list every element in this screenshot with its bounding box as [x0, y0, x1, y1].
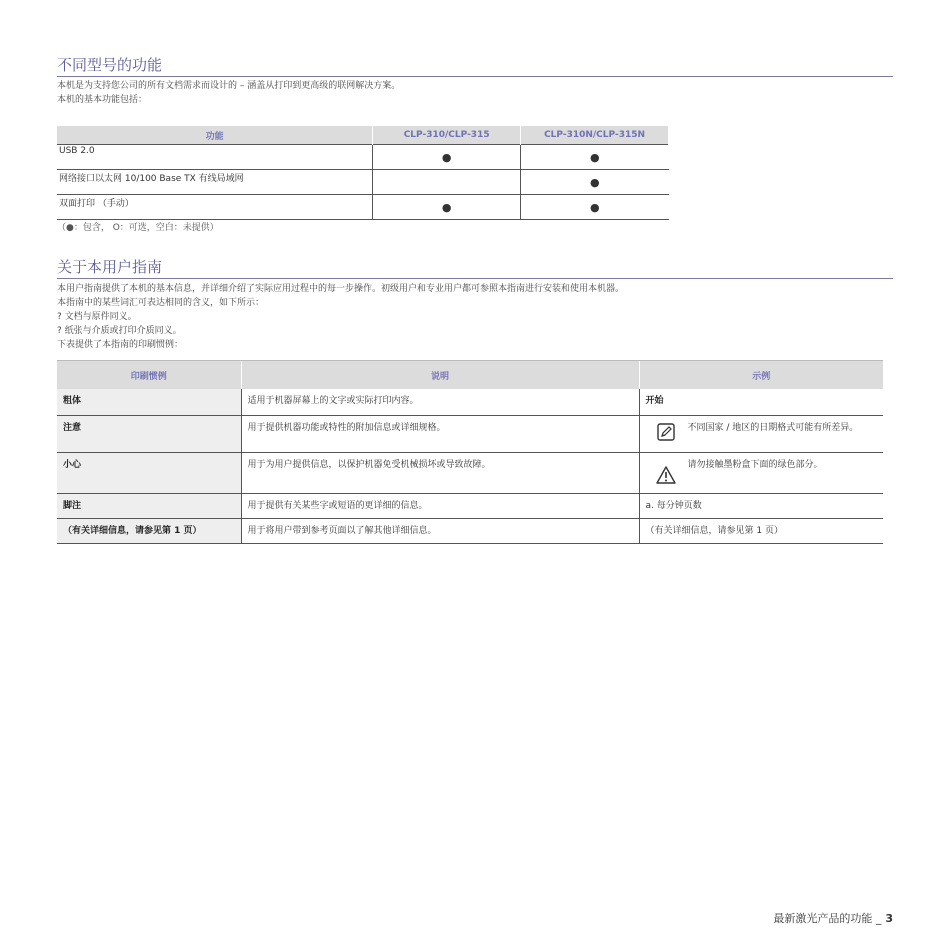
note-pencil-icon — [656, 422, 676, 442]
page-number: 3 — [885, 912, 893, 925]
table-row — [57, 519, 883, 544]
warning-icon — [656, 465, 676, 485]
table-row — [57, 494, 883, 519]
page-footer — [773, 910, 893, 926]
feature-cell: 双面打印 （手动） — [57, 195, 373, 220]
intro-line: ? 纸张与介质或打印介质同义。 — [57, 326, 182, 336]
intro-line: 下表提供了本指南的印刷惯例： — [57, 340, 184, 350]
example-text: 请勿接触墨粉盒下面的绿色部分。 — [687, 460, 823, 470]
header-model-b: CLP-310N/CLP-315N — [521, 126, 669, 145]
features-intro — [57, 79, 400, 107]
table-row — [57, 453, 883, 494]
conventions-table — [57, 360, 883, 544]
description-cell: 用于提供有关某些字或短语的更详细的信息。 — [241, 494, 639, 519]
example-cell — [639, 416, 883, 453]
convention-cell: （有关详细信息，请参见第 1 页） — [57, 519, 241, 544]
table-row — [57, 389, 883, 416]
conventions-table-header — [57, 361, 883, 390]
header-description: 说明 — [241, 361, 639, 390]
table-row — [57, 195, 669, 220]
feature-cell: USB 2.0 — [57, 145, 373, 170]
intro-line: 本用户指南提供了本机的基本信息，并详细介绍了实际应用过程中的每一步操作。初级用户和专业用户都可参照本指南进行安装和使用本机器。 — [57, 284, 625, 294]
model-a-cell: ● — [373, 195, 521, 220]
example-cell — [639, 453, 883, 494]
description-cell: 用于将用户带到参考页面以了解其他详细信息。 — [241, 519, 639, 544]
intro-line: ? 文档与原件同义。 — [57, 312, 137, 322]
intro-line: 本指南中的某些词汇可表达相同的含义，如下所示： — [57, 298, 265, 308]
example-cell: 开始 — [639, 389, 883, 416]
section-title-features: 不同型号的功能 — [57, 54, 893, 77]
features-table — [57, 126, 669, 220]
description-cell: 适用于机器屏幕上的文字或实际打印内容。 — [241, 389, 639, 416]
footer-text: 最新激光产品的功能 _ — [773, 912, 882, 925]
table-row — [57, 416, 883, 453]
model-b-cell: ● — [521, 170, 669, 195]
example-cell: a. 每分钟页数 — [639, 494, 883, 519]
intro-line: 本机是为支持您公司的所有文档需求而设计的 – 涵盖从打印到更高级的联网解决方案。 — [57, 81, 401, 91]
guide-intro — [57, 282, 624, 352]
feature-cell: 网络接口以太网 10/100 Base TX 有线局域网 — [57, 170, 373, 195]
table-row — [57, 170, 669, 195]
header-convention: 印刷惯例 — [57, 361, 241, 390]
convention-cell: 注意 — [57, 416, 241, 453]
model-b-cell: ● — [521, 145, 669, 170]
intro-line: 本机的基本功能包括： — [57, 95, 148, 105]
example-cell: （有关详细信息，请参见第 1 页） — [639, 519, 883, 544]
model-a-cell: ● — [373, 145, 521, 170]
features-legend: （●：包含， O：可选，空白：未提供） — [57, 223, 219, 233]
header-feature: 功能 — [57, 126, 373, 145]
features-table-header — [57, 126, 669, 145]
header-example: 示例 — [639, 361, 883, 390]
table-row — [57, 145, 669, 170]
description-cell: 用于为用户提供信息，以保护机器免受机械损坏或导致故障。 — [241, 453, 639, 494]
description-cell: 用于提供机器功能或特性的附加信息或详细规格。 — [241, 416, 639, 453]
section-title-guide: 关于本用户指南 — [57, 256, 893, 279]
header-model-a: CLP-310/CLP-315 — [373, 126, 521, 145]
model-b-cell: ● — [521, 195, 669, 220]
convention-cell: 粗体 — [57, 389, 241, 416]
example-text: 不同国家 / 地区的日期格式可能有所差异。 — [687, 423, 859, 433]
convention-cell: 小心 — [57, 453, 241, 494]
model-a-cell — [373, 170, 521, 195]
convention-cell: 脚注 — [57, 494, 241, 519]
